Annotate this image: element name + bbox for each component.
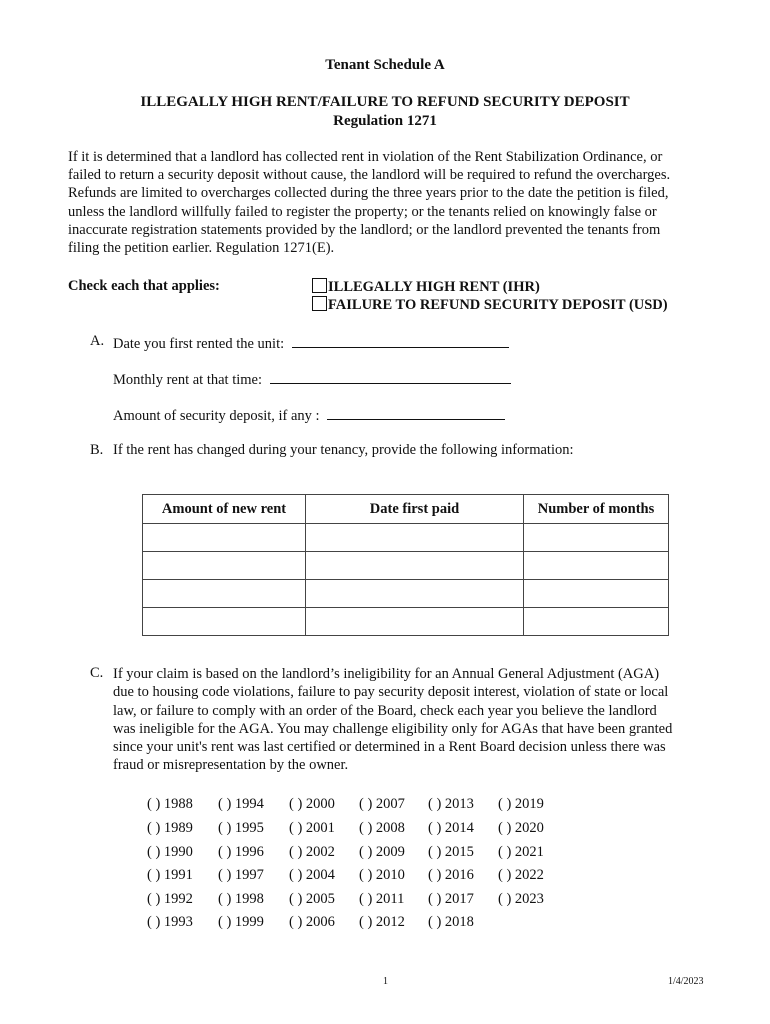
table-cell[interactable] — [143, 608, 306, 636]
table-cell[interactable] — [524, 608, 669, 636]
intro-line: inaccurate registration statements provided by the landlord; or the landlord prevented the tenants from — [68, 221, 661, 238]
year-option-1997[interactable]: ( ) 1997 — [218, 867, 264, 883]
rent-change-table — [142, 494, 669, 636]
year-option-1994[interactable]: ( ) 1994 — [218, 796, 264, 812]
ihr-checkbox[interactable] — [312, 278, 327, 293]
section-c-line: fraud or misrepresentation by the owner. — [113, 757, 349, 774]
year-option-1989[interactable]: ( ) 1989 — [147, 820, 193, 836]
section-c-line: due to housing code violations, failure to pay security deposit interest, violation of state or local — [113, 684, 669, 701]
year-option-2002[interactable]: ( ) 2002 — [289, 844, 335, 860]
section-a-letter: A. — [90, 333, 105, 349]
section-c-paragraph — [113, 665, 713, 775]
intro-paragraph — [68, 148, 708, 257]
year-option-2010[interactable]: ( ) 2010 — [359, 867, 405, 883]
ihr-option[interactable] — [312, 278, 540, 296]
table-cell[interactable] — [143, 524, 306, 552]
table-cell[interactable] — [143, 580, 306, 608]
col-amount-new-rent: Amount of new rent — [143, 495, 306, 524]
monthly-rent-label: Monthly rent at that time: — [113, 372, 263, 388]
year-option-1999[interactable]: ( ) 1999 — [218, 914, 264, 930]
year-option-2018[interactable]: ( ) 2018 — [428, 914, 474, 930]
usd-label: FAILURE TO REFUND SECURITY DEPOSIT (USD) — [328, 297, 668, 313]
check-label: Check each that applies: — [68, 278, 220, 294]
year-option-2014[interactable]: ( ) 2014 — [428, 820, 474, 836]
date-rented-label: Date you first rented the unit: — [113, 336, 285, 352]
section-c-line: was ineligible for the AGA. You may challenge eligibility only for AGAs that have been granted — [113, 720, 673, 737]
table-header-row — [143, 495, 669, 524]
year-option-2004[interactable]: ( ) 2004 — [289, 867, 335, 883]
security-deposit-row — [113, 405, 505, 425]
page-number: 1 — [383, 976, 388, 987]
col-number-of-months: Number of months — [524, 495, 669, 524]
year-option-1996[interactable]: ( ) 1996 — [218, 844, 264, 860]
intro-line: unless the landlord willfully failed to register the property; or the tenants relied on knowingly false or — [68, 203, 657, 220]
section-b-text: If the rent has changed during your tenancy, provide the following information: — [113, 442, 574, 458]
year-option-2011[interactable]: ( ) 2011 — [359, 891, 405, 907]
section-c-letter: C. — [90, 665, 104, 681]
year-option-2013[interactable]: ( ) 2013 — [428, 796, 474, 812]
table-cell[interactable] — [306, 524, 524, 552]
year-option-2001[interactable]: ( ) 2001 — [289, 820, 335, 836]
year-option-2019[interactable]: ( ) 2019 — [498, 796, 544, 812]
intro-line: Refunds are limited to overcharges collected during the three years prior to the date the petition is filed, — [68, 185, 669, 202]
ihr-label: ILLEGALLY HIGH RENT (IHR) — [328, 279, 540, 295]
section-c-line: law, or failure to comply with an order of the Board, check each year you believe the landlord — [113, 702, 657, 719]
year-option-1992[interactable]: ( ) 1992 — [147, 891, 193, 907]
year-option-2000[interactable]: ( ) 2000 — [289, 796, 335, 812]
year-option-1990[interactable]: ( ) 1990 — [147, 844, 193, 860]
year-option-2020[interactable]: ( ) 2020 — [498, 820, 544, 836]
year-option-2022[interactable]: ( ) 2022 — [498, 867, 544, 883]
table-cell[interactable] — [143, 552, 306, 580]
table-cell[interactable] — [306, 552, 524, 580]
table-row — [143, 524, 669, 552]
table-row — [143, 608, 669, 636]
regulation-heading: Regulation 1271 — [333, 113, 437, 129]
year-option-1993[interactable]: ( ) 1993 — [147, 914, 193, 930]
year-option-2005[interactable]: ( ) 2005 — [289, 891, 335, 907]
section-c-line: since your unit's rent was last certified or determined in a Rent Board decision unless there was — [113, 739, 666, 756]
security-deposit-label: Amount of security deposit, if any : — [113, 408, 320, 424]
document-title: ILLEGALLY HIGH RENT/FAILURE TO REFUND SECURITY DEPOSIT — [140, 94, 630, 110]
table-row — [143, 580, 669, 608]
monthly-rent-row — [113, 369, 511, 389]
security-deposit-field[interactable] — [327, 405, 505, 420]
section-c-line: If your claim is based on the landlord’s ineligibility for an Annual General Adjustment (AGA) — [113, 666, 660, 682]
year-option-2017[interactable]: ( ) 2017 — [428, 891, 474, 907]
year-option-1995[interactable]: ( ) 1995 — [218, 820, 264, 836]
intro-line: If it is determined that a landlord has collected rent in violation of the Rent Stabilization Ordinance, or — [68, 149, 663, 165]
usd-checkbox[interactable] — [312, 296, 327, 311]
table-row — [143, 552, 669, 580]
year-option-1991[interactable]: ( ) 1991 — [147, 867, 193, 883]
year-option-2006[interactable]: ( ) 2006 — [289, 914, 335, 930]
intro-line: filing the petition earlier. Regulation 1271(E). — [68, 240, 335, 257]
year-option-1998[interactable]: ( ) 1998 — [218, 891, 264, 907]
table-cell[interactable] — [306, 580, 524, 608]
col-date-first-paid: Date first paid — [306, 495, 524, 524]
section-b-letter: B. — [90, 442, 104, 458]
date-rented-row — [113, 333, 509, 353]
year-option-2012[interactable]: ( ) 2012 — [359, 914, 405, 930]
monthly-rent-field[interactable] — [270, 369, 511, 384]
schedule-title: Tenant Schedule A — [325, 57, 445, 73]
year-option-2023[interactable]: ( ) 2023 — [498, 891, 544, 907]
year-option-2021[interactable]: ( ) 2021 — [498, 844, 544, 860]
table-cell[interactable] — [524, 524, 669, 552]
table-cell[interactable] — [306, 608, 524, 636]
intro-line: failed to return a security deposit without cause, the landlord will be required to refund the overcharges. — [68, 167, 671, 184]
year-option-2009[interactable]: ( ) 2009 — [359, 844, 405, 860]
footer-date: 1/4/2023 — [668, 976, 704, 987]
table-cell[interactable] — [524, 552, 669, 580]
year-option-2015[interactable]: ( ) 2015 — [428, 844, 474, 860]
year-option-2008[interactable]: ( ) 2008 — [359, 820, 405, 836]
usd-option[interactable] — [312, 296, 668, 314]
year-option-1988[interactable]: ( ) 1988 — [147, 796, 193, 812]
date-rented-field[interactable] — [292, 333, 509, 348]
table-cell[interactable] — [524, 580, 669, 608]
year-option-2007[interactable]: ( ) 2007 — [359, 796, 405, 812]
year-option-2016[interactable]: ( ) 2016 — [428, 867, 474, 883]
